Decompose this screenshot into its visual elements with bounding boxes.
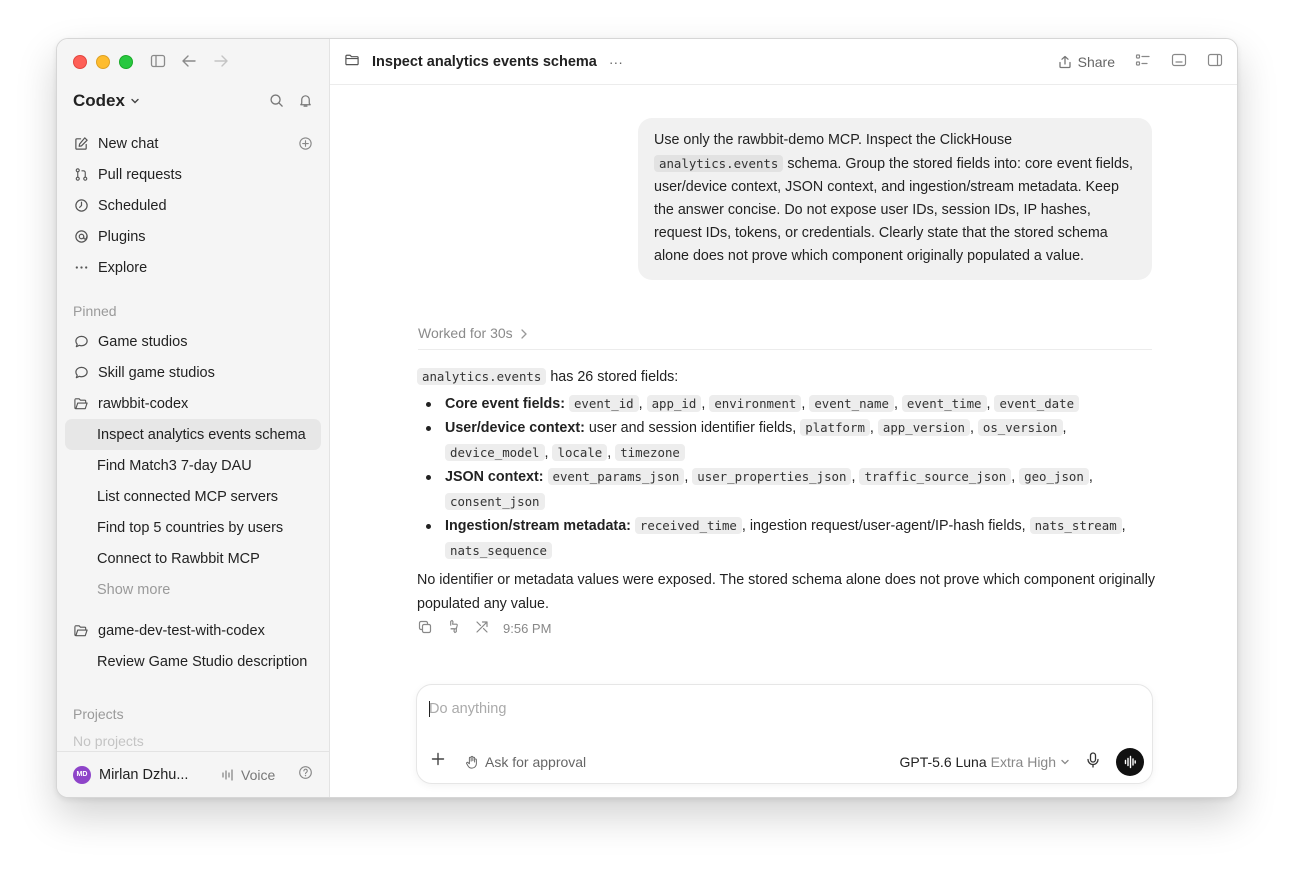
checklist-icon[interactable] (1135, 53, 1151, 72)
close-window-button[interactable] (73, 55, 87, 69)
field-code: locale (552, 444, 607, 461)
page-title: Inspect analytics events schema (372, 53, 597, 70)
bell-icon[interactable] (298, 93, 313, 113)
field-code: geo_json (1019, 468, 1089, 485)
brand-name: Codex (73, 91, 125, 110)
user-message-bubble (638, 118, 1152, 280)
share-button[interactable] (1058, 54, 1115, 70)
feedback-icon[interactable] (446, 619, 461, 637)
inline-code: analytics.events (654, 155, 783, 172)
user-name[interactable]: Mirlan Dzhu... (99, 766, 189, 783)
group-label: JSON context: (445, 469, 544, 485)
share-icon (1058, 55, 1072, 69)
field-code: traffic_source_json (859, 468, 1011, 485)
nav-label: Plugins (98, 228, 146, 245)
back-arrow-icon[interactable] (180, 53, 198, 69)
chat-bubble-icon (73, 334, 89, 350)
field-code: timezone (615, 444, 685, 461)
field-code: event_id (569, 395, 639, 412)
thread-item[interactable]: Connect to Rawbbit MCP (97, 550, 260, 567)
folder-label: game-dev-test-with-codex (98, 622, 265, 639)
search-icon[interactable] (269, 93, 284, 113)
voice-label: Voice (241, 766, 276, 783)
answer-text: has 26 stored fields: (546, 369, 679, 385)
group-label: Core event fields: (445, 395, 565, 412)
microphone-icon[interactable] (1086, 752, 1100, 773)
more-options-button[interactable]: ··· (608, 53, 623, 70)
folder-open-icon (73, 396, 89, 412)
composer (416, 684, 1153, 784)
sidebar (57, 39, 330, 797)
field-code: event_params_json (548, 468, 685, 485)
sidebar-nav (65, 128, 321, 749)
copy-icon[interactable] (418, 620, 432, 637)
projects-section-label: Projects (73, 705, 124, 722)
worked-for-label: Worked for 30s (418, 325, 513, 341)
chevron-down-icon (1060, 757, 1070, 767)
title-toolbar (150, 53, 230, 69)
plus-icon (431, 752, 445, 766)
model-selector[interactable] (899, 754, 1070, 770)
model-name: GPT-5.6 Luna (899, 754, 987, 770)
field-code: nats_sequence (445, 542, 552, 559)
user-message-text: Use only the rawbbit-demo MCP. Inspect the ClickHouse (654, 132, 1013, 148)
topbar (330, 39, 1237, 85)
plugins-nav[interactable] (65, 221, 321, 252)
thread-item[interactable]: Find top 5 countries by users (97, 519, 284, 536)
pull-requests-nav[interactable] (65, 159, 321, 190)
zoom-window-button[interactable] (119, 55, 133, 69)
fork-icon[interactable] (475, 620, 489, 637)
assistant-message (417, 365, 1157, 616)
field-code: event_date (994, 395, 1079, 412)
list-item: JSON context: event_params_json , user_properties_json , traffic_source_json , geo_json , consent_json (417, 465, 1157, 514)
add-attachment-button[interactable] (431, 752, 445, 771)
answer-text: user and session identifier fields, (584, 420, 801, 436)
pull-request-icon (73, 167, 89, 183)
folder-game-dev-test[interactable] (65, 615, 321, 646)
field-code: app_id (647, 395, 702, 412)
thread-item-active[interactable]: Inspect analytics events schema (65, 419, 321, 450)
composer-left-tools (431, 752, 586, 771)
field-code: os_version (978, 419, 1063, 436)
edit-icon (73, 136, 89, 152)
pinned-chat-skill-game-studios[interactable] (65, 357, 321, 388)
group-label: Ingestion/stream metadata: (445, 518, 631, 534)
pinned-label: Skill game studios (98, 364, 215, 381)
sidebar-tools (269, 93, 313, 113)
thread-item[interactable]: List connected MCP servers (97, 488, 279, 505)
answer-intro (417, 365, 1157, 390)
message-actions (418, 619, 551, 637)
nav-label: Scheduled (98, 197, 167, 214)
explore-nav[interactable] (65, 252, 321, 283)
approval-label: Ask for approval (485, 753, 587, 770)
sidebar-footer (57, 751, 329, 797)
field-code: user_properties_json (692, 468, 851, 485)
field-group-list (417, 392, 1157, 564)
group-label: User/device context: (445, 420, 585, 436)
answer-text: , ingestion request/user-agent/IP-hash fields, (741, 518, 1030, 534)
add-circle-icon[interactable] (298, 136, 313, 155)
main-panel (330, 39, 1237, 797)
show-more-link[interactable]: Show more (97, 581, 171, 598)
chevron-right-icon (519, 325, 529, 343)
sidebar-toggle-icon[interactable] (150, 53, 166, 69)
thread-item[interactable]: Find Match3 7-day DAU (97, 457, 252, 474)
pinned-chat-game-studios[interactable] (65, 326, 321, 357)
app-window (56, 38, 1238, 798)
topbar-actions (1058, 39, 1223, 85)
clock-icon (73, 198, 89, 214)
field-code: environment (709, 395, 801, 412)
window-controls (73, 55, 133, 69)
text-caret (429, 701, 430, 717)
field-code: consent_json (445, 493, 545, 510)
nav-label: Pull requests (98, 166, 182, 183)
dots-icon (73, 260, 89, 276)
list-item: Ingestion/stream metadata: received_time , ingestion request/user-agent/IP-hash fields, nats_stream , nats_sequence (417, 514, 1157, 563)
workspace-switcher[interactable] (73, 91, 140, 111)
field-code: nats_stream (1030, 517, 1122, 534)
help-icon[interactable] (298, 765, 313, 785)
avatar[interactable]: MD (73, 766, 91, 784)
scheduled-nav[interactable] (65, 190, 321, 221)
folder-label: rawbbit-codex (98, 395, 189, 412)
user-message-text: schema. Group the stored fields into: core event fields, user/device context, JSON context, and ingestion/stream metadata. Keep the answer concise. Do not expose user IDs, session IDs, IP hashes, request IDs, tokens, or credentials. Clearly state that the stored schema alone does not prove which component originally populated a value. (654, 156, 1134, 264)
terminal-panel-icon[interactable] (1171, 53, 1187, 72)
nav-label: Explore (98, 259, 148, 276)
chat-bubble-icon (73, 365, 89, 381)
plugin-icon (73, 229, 89, 245)
folder-rawbbit-codex[interactable] (65, 388, 321, 419)
waveform-icon (221, 768, 235, 782)
waveform-icon (1123, 755, 1137, 769)
nav-label: New chat (98, 135, 159, 152)
timestamp: 9:56 PM (503, 620, 552, 636)
list-item: Core event fields: event_id , app_id , environment , event_name , event_time , event_date (417, 392, 1157, 417)
right-panel-icon[interactable] (1207, 53, 1223, 72)
approval-mode-button[interactable] (465, 754, 586, 770)
new-chat-button[interactable] (65, 128, 321, 159)
hand-icon (465, 755, 479, 769)
pinned-section-label: Pinned (73, 302, 117, 319)
share-label: Share (1077, 54, 1115, 70)
field-code: event_time (902, 395, 987, 412)
pinned-label: Game studios (98, 333, 188, 350)
field-code: platform (800, 419, 870, 436)
forward-arrow-icon[interactable] (212, 53, 230, 69)
composer-right-tools (899, 748, 1144, 776)
field-code: app_version (878, 419, 970, 436)
prompt-input[interactable] (429, 697, 1129, 721)
voice-mode-button[interactable] (1116, 748, 1144, 776)
list-item: User/device context: user and session identifier fields, platform , app_version , os_version , device_model , locale , timezone (417, 416, 1157, 465)
reasoning-effort: Extra High (990, 754, 1056, 770)
chevron-down-icon (130, 96, 140, 106)
worked-for-toggle[interactable] (418, 325, 1152, 350)
inline-code: analytics.events (417, 368, 546, 385)
voice-button[interactable] (221, 767, 275, 783)
answer-closing: No identifier or metadata values were exposed. The stored schema alone does not prove which component originally populated any value. (417, 572, 1156, 612)
field-code: event_name (809, 395, 894, 412)
field-code: received_time (635, 517, 742, 534)
no-projects-text: No projects (73, 733, 144, 749)
field-code: device_model (445, 444, 545, 461)
folder-open-icon (73, 623, 89, 639)
thread-item[interactable]: Review Game Studio description (97, 653, 308, 670)
minimize-window-button[interactable] (96, 55, 110, 69)
folder-icon (344, 52, 360, 72)
